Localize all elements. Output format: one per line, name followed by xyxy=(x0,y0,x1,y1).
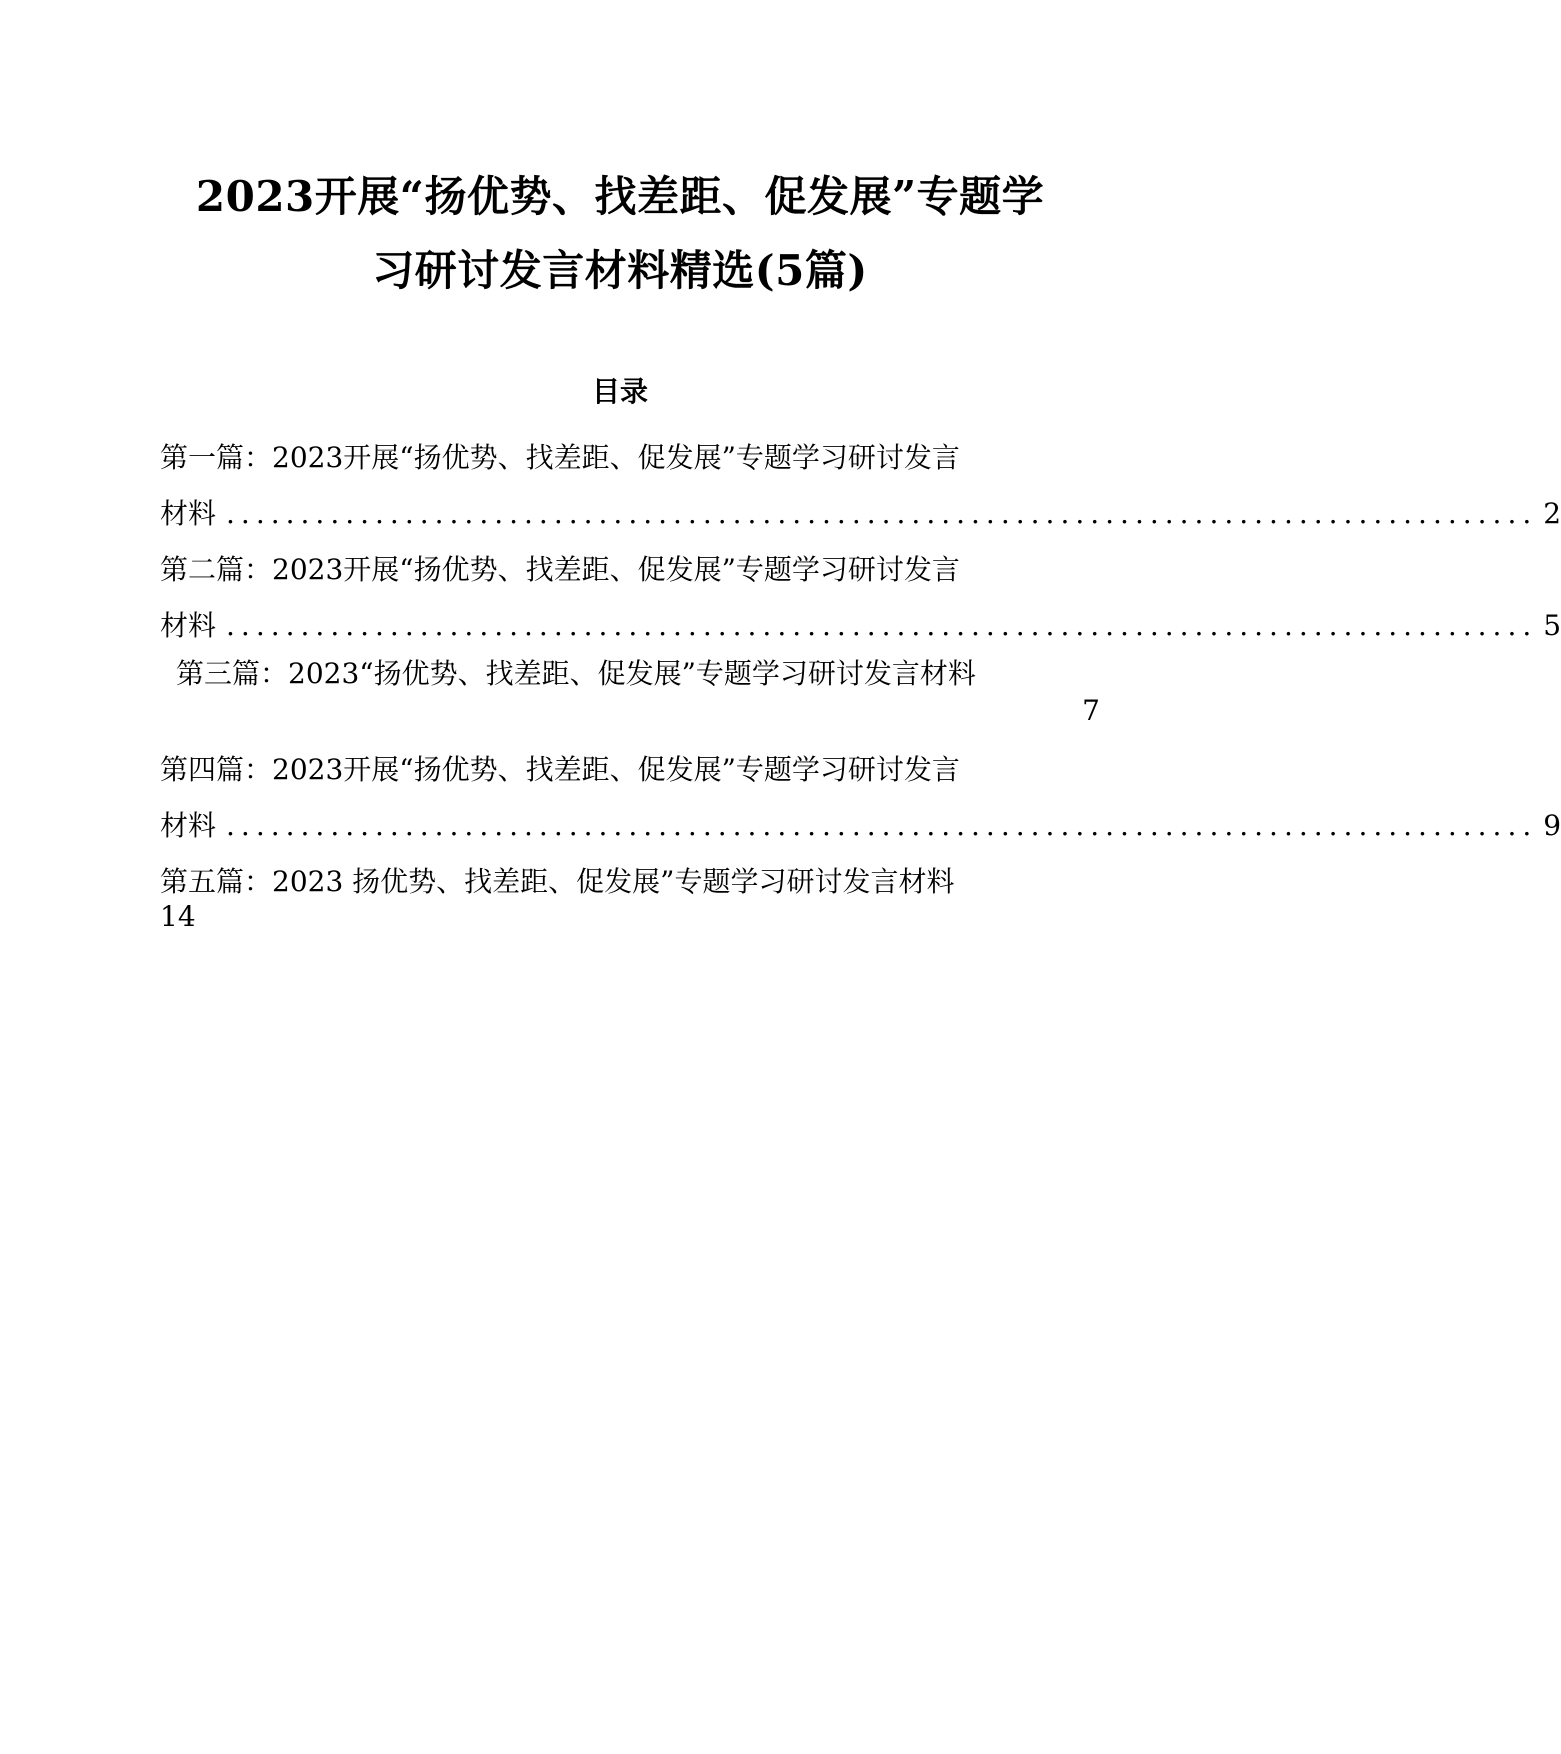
toc-entry-leader-line xyxy=(160,798,1561,854)
toc-entry-1[interactable] xyxy=(160,430,1561,542)
document-title-line-2: 习研讨发言材料精选(5篇) xyxy=(372,246,868,295)
toc-dot-leader: ........................................................................................ xyxy=(226,809,1538,842)
document-title-line-1: 2023开展“扬优势、找差距、促发展”专题学 xyxy=(195,172,1045,221)
document-title xyxy=(120,160,1120,308)
toc-entry-5[interactable] xyxy=(160,864,1100,934)
toc-dot-leader: ........................................................................................ xyxy=(226,609,1538,642)
toc-page-number: 2 xyxy=(1543,497,1561,530)
toc-page-number: 7 xyxy=(1082,694,1100,727)
toc-entry-title: 第一篇：2023开展“扬优势、找差距、促发展”专题学习研讨发言 xyxy=(160,441,960,474)
toc-entry-title: 第二篇：2023开展“扬优势、找差距、促发展”专题学习研讨发言 xyxy=(160,553,960,586)
toc-entry-title-continued: 材料 xyxy=(160,809,217,842)
toc-entry-3[interactable] xyxy=(160,654,1100,728)
toc-entry-leader-line xyxy=(160,486,1561,542)
toc-entry-title-continued: 材料 xyxy=(160,609,217,642)
toc-entry-4[interactable] xyxy=(160,742,1561,854)
toc-entry-2[interactable] xyxy=(160,542,1561,654)
toc-entry-title: 第四篇：2023开展“扬优势、找差距、促发展”专题学习研讨发言 xyxy=(160,753,960,786)
table-of-contents xyxy=(160,430,1561,934)
toc-dot-leader: ........................................................................................ xyxy=(226,497,1538,530)
toc-entry-title-continued: 材料 xyxy=(160,497,217,530)
toc-page-number: 5 xyxy=(1543,609,1561,642)
toc-entry-leader-line xyxy=(160,598,1561,654)
toc-page-number: 9 xyxy=(1543,809,1561,842)
toc-entry-title: 第五篇：2023 扬优势、找差距、促发展”专题学习研讨发言材料 xyxy=(160,865,955,898)
toc-page-number: 14 xyxy=(160,900,196,933)
toc-entry-title: 第三篇：2023“扬优势、找差距、促发展”专题学习研讨发言材料 xyxy=(176,657,976,690)
toc-heading: 目录 xyxy=(591,375,648,408)
